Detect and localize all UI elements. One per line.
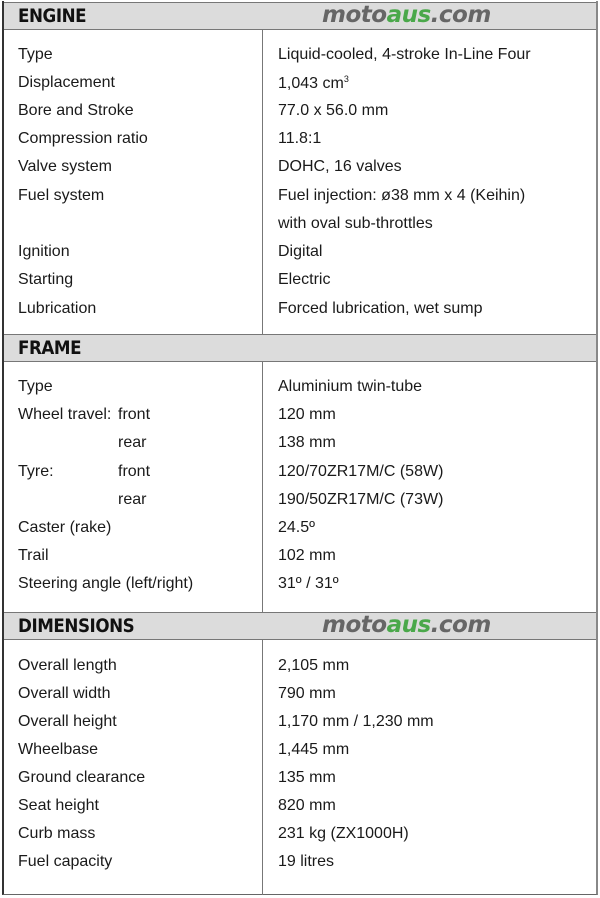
spec-value: 102 mm — [278, 547, 336, 564]
spec-value: 1,170 mm / 1,230 mm — [278, 713, 434, 730]
spec-label: Curb mass — [18, 825, 96, 842]
spec-label: Compression ratio — [18, 130, 148, 147]
frame-section-title: FRAME — [18, 337, 82, 359]
spec-sheet — [2, 1, 598, 895]
spec-label: Ground clearance — [18, 769, 146, 786]
motoaus-logo — [322, 2, 491, 28]
spec-value: 790 mm — [278, 685, 336, 702]
spec-value-text: 1,043 cm — [278, 75, 344, 92]
spec-value: 24.5º — [278, 519, 315, 536]
spec-row — [4, 401, 596, 429]
spec-value: 31º / 31º — [278, 575, 339, 592]
spec-value: Digital — [278, 243, 323, 260]
frame-table — [4, 362, 596, 612]
spec-row — [4, 429, 596, 457]
spec-label: Fuel system — [18, 187, 105, 204]
spec-label: Ignition — [18, 243, 70, 260]
spec-label: Overall height — [18, 713, 117, 730]
logo-accent: aus — [386, 2, 431, 28]
frame-section-header — [4, 334, 596, 362]
engine-section-title: ENGINE — [18, 5, 87, 27]
spec-value: Forced lubrication, wet sump — [278, 300, 483, 317]
spec-sublabel: rear — [118, 434, 147, 451]
spec-row — [4, 708, 596, 736]
spec-label: Bore and Stroke — [18, 102, 134, 119]
spec-label: Valve system — [18, 158, 112, 175]
dimensions-section-title: DIMENSIONS — [18, 615, 135, 637]
dimensions-section-header — [4, 612, 596, 640]
spec-value: 135 mm — [278, 769, 336, 786]
spec-row — [4, 570, 596, 598]
spec-label: Starting — [18, 271, 74, 288]
spec-label: Trail — [18, 547, 49, 564]
spec-label: Fuel capacity — [18, 853, 113, 870]
spec-value — [278, 74, 349, 93]
logo-prefix: moto — [322, 612, 387, 638]
spec-row — [4, 125, 596, 153]
spec-value: 2,105 mm — [278, 657, 350, 674]
spec-sublabel: front — [118, 463, 151, 480]
spec-value: 138 mm — [278, 434, 336, 451]
spec-label: Overall width — [18, 685, 111, 702]
spec-row — [4, 238, 596, 266]
spec-row — [4, 97, 596, 125]
spec-value: with oval sub-throttles — [278, 215, 433, 232]
logo-suffix: .com — [430, 2, 491, 28]
spec-row — [4, 458, 596, 486]
engine-section-header — [4, 2, 596, 30]
spec-label: Wheelbase — [18, 741, 99, 758]
spec-label: Type — [18, 378, 53, 395]
spec-value: 120/70ZR17M/C (58W) — [278, 463, 444, 480]
spec-value: Electric — [278, 271, 331, 288]
spec-value: 190/50ZR17M/C (73W) — [278, 491, 444, 508]
spec-label: Wheel travel: — [18, 406, 112, 423]
spec-label: Overall length — [18, 657, 117, 674]
logo-prefix: moto — [322, 2, 387, 28]
spec-row — [4, 680, 596, 708]
engine-table — [4, 30, 596, 334]
spec-value: 11.8:1 — [278, 130, 322, 147]
spec-value: 820 mm — [278, 797, 336, 814]
spec-row — [4, 848, 596, 876]
spec-row — [4, 486, 596, 514]
spec-label: Lubrication — [18, 300, 97, 317]
spec-value: Liquid-cooled, 4-stroke In-Line Four — [278, 46, 531, 63]
spec-row — [4, 764, 596, 792]
spec-row — [4, 182, 596, 210]
spec-row — [4, 652, 596, 680]
spec-value: Fuel injection: ø38 mm x 4 (Keihin) — [278, 187, 526, 204]
spec-row — [4, 41, 596, 69]
spec-value: 1,445 mm — [278, 741, 350, 758]
logo-accent: aus — [386, 612, 431, 638]
spec-label: Seat height — [18, 797, 99, 814]
spec-value: 19 litres — [278, 853, 335, 870]
spec-value: 77.0 x 56.0 mm — [278, 102, 389, 119]
spec-label: Type — [18, 46, 53, 63]
spec-value: 231 kg (ZX1000H) — [278, 825, 409, 842]
spec-row — [4, 210, 596, 238]
spec-row — [4, 266, 596, 294]
logo-suffix: .com — [430, 612, 491, 638]
spec-label: Steering angle (left/right) — [18, 575, 194, 592]
spec-sublabel: rear — [118, 491, 147, 508]
spec-row — [4, 295, 596, 323]
spec-row — [4, 514, 596, 542]
spec-row — [4, 373, 596, 401]
spec-row — [4, 153, 596, 181]
spec-row — [4, 736, 596, 764]
superscript: 3 — [343, 74, 349, 84]
spec-value: Aluminium twin-tube — [278, 378, 423, 395]
motoaus-logo — [322, 612, 491, 638]
spec-row — [4, 542, 596, 570]
spec-sublabel: front — [118, 406, 151, 423]
spec-label: Displacement — [18, 74, 115, 91]
spec-label: Caster (rake) — [18, 519, 112, 536]
spec-value: DOHC, 16 valves — [278, 158, 402, 175]
spec-value: 120 mm — [278, 406, 336, 423]
spec-row — [4, 820, 596, 848]
spec-label: Tyre: — [18, 463, 54, 480]
dimensions-table — [4, 640, 596, 895]
spec-row — [4, 69, 596, 97]
spec-row — [4, 792, 596, 820]
